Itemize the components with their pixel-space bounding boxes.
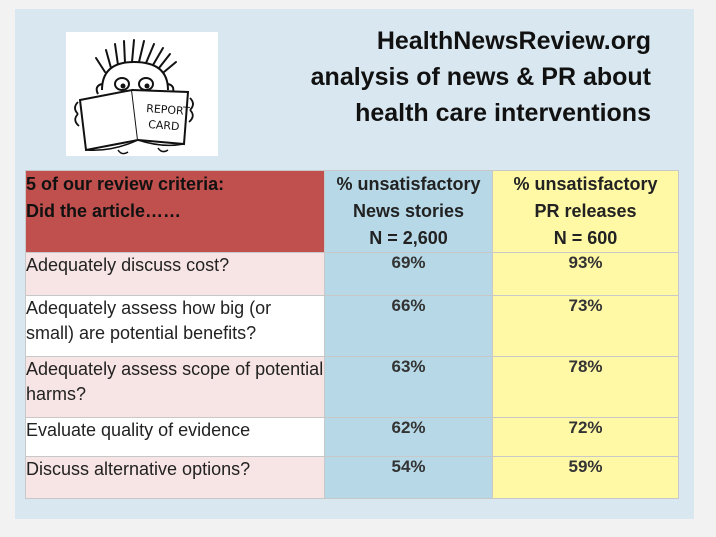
pr-header-line-2: PR releases — [534, 201, 637, 221]
news-value-cell: 63% — [325, 357, 493, 418]
criteria-header-line-1: 5 of our review criteria: — [26, 174, 225, 194]
news-header-line-3: N = 2,600 — [369, 228, 448, 248]
news-header-line-2: News stories — [352, 201, 465, 221]
news-value-cell: 62% — [325, 418, 493, 457]
table-header-row — [26, 171, 679, 253]
pr-value-cell: 59% — [493, 457, 679, 499]
news-header — [325, 171, 493, 253]
title-line-1: HealthNewsReview.org — [376, 27, 651, 55]
news-header-line-1: % unsatisfactory — [336, 174, 481, 194]
logo-text-card: CARD — [147, 118, 180, 134]
criteria-header — [26, 171, 325, 253]
criterion-cell: Discuss alternative options? — [26, 457, 325, 499]
criterion-cell: Evaluate quality of evidence — [26, 418, 325, 457]
pr-value-cell: 73% — [493, 296, 679, 357]
pr-value-cell: 72% — [493, 418, 679, 457]
pr-value-cell: 78% — [493, 357, 679, 418]
criteria-table — [25, 170, 679, 499]
criterion-cell: Adequately discuss cost? — [26, 253, 325, 296]
pr-header-line-1: % unsatisfactory — [513, 174, 658, 194]
page-title — [231, 23, 651, 131]
title-line-3: health care interventions — [355, 99, 651, 127]
news-value-cell: 69% — [325, 253, 493, 296]
table-row — [26, 253, 679, 296]
pr-header — [493, 171, 679, 253]
slide — [15, 9, 694, 519]
table-row — [26, 457, 679, 499]
logo-text-report: REPORT — [145, 102, 191, 119]
news-value-cell: 66% — [325, 296, 493, 357]
report-card-cartoon-icon — [66, 32, 218, 156]
pr-value-cell: 93% — [493, 253, 679, 296]
table-row — [26, 357, 679, 418]
title-line-2: analysis of news & PR about — [310, 63, 651, 91]
criterion-cell: Adequately assess scope of potential harms? — [26, 357, 325, 418]
report-card-logo — [66, 32, 218, 156]
criterion-cell: Adequately assess how big (or small) are potential benefits? — [26, 296, 325, 357]
criteria-header-line-2: Did the article…… — [26, 201, 182, 221]
news-value-cell: 54% — [325, 457, 493, 499]
table-row — [26, 418, 679, 457]
pr-header-line-3: N = 600 — [553, 228, 618, 248]
table-row — [26, 296, 679, 357]
